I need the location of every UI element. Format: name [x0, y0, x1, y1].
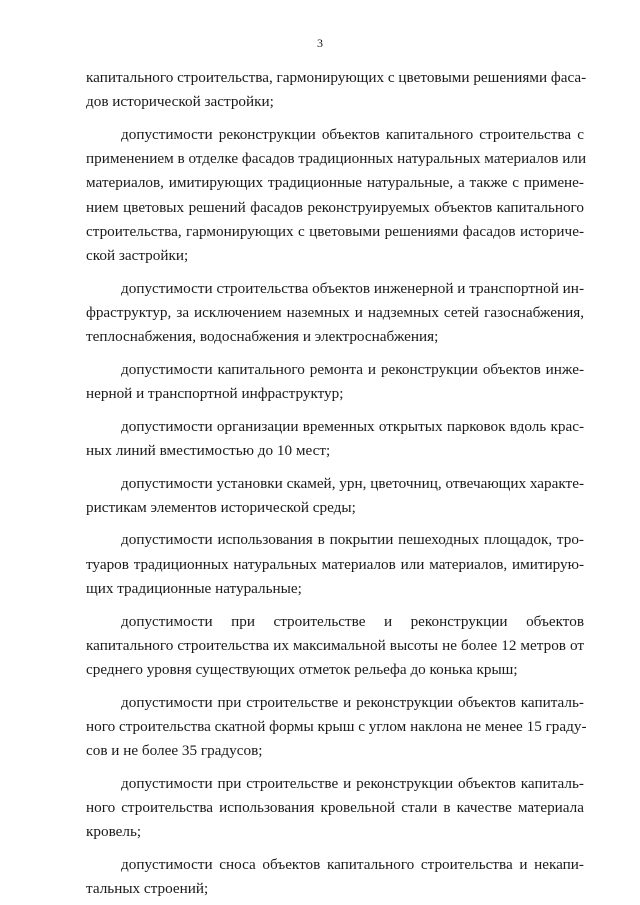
text-line: тальных строений; — [86, 880, 209, 898]
paragraph-street-furniture — [86, 472, 584, 520]
text-line: допустимости строительства объектов инженерной и транспортной ин- — [121, 279, 584, 297]
text-line: применением в отделке фасадов традиционных натуральных материалов или — [86, 150, 587, 168]
text-line: ристикам элементов исторической среды; — [86, 498, 356, 516]
text-line: ного строительства использования кровельной стали в качестве материала — [86, 798, 584, 816]
text-line: допустимости сноса объектов капитального строительства и некапи- — [121, 855, 584, 873]
text-line: материалов, имитирующих традиционные натуральные, а также с примене- — [86, 174, 584, 192]
text-line: строительства, гармонирующих с цветовыми решениями фасадов историче- — [86, 222, 584, 240]
paragraph-pavement — [86, 528, 584, 601]
paragraph-infrastructure-repair — [86, 358, 584, 406]
paragraph-demolition — [86, 853, 584, 901]
text-line: туаров традиционных натуральных материалов или материалов, имитирую- — [86, 555, 584, 573]
text-line: капитального строительства их максимальной высоты не более 12 метров от — [86, 636, 584, 654]
text-line: среднего уровня существующих отметок рельефа до конька крыш; — [86, 660, 518, 678]
text-line: допустимости капитального ремонта и реконструкции объектов инже- — [121, 360, 584, 378]
text-line: теплоснабжения, водоснабжения и электроснабжения; — [86, 328, 439, 346]
paragraph-max-height — [86, 610, 584, 683]
text-line: допустимости при строительстве и реконструкции объектов капиталь- — [121, 693, 584, 711]
paragraph-facade-reconstruction — [86, 123, 587, 268]
text-line: допустимости реконструкции объектов капитального строительства с — [121, 125, 584, 143]
paragraph-parking — [86, 415, 584, 463]
text-line: допустимости использования в покрытии пешеходных площадок, тро- — [121, 531, 584, 549]
text-line: дов исторической застройки; — [86, 93, 274, 111]
paragraph-roof-slope — [86, 691, 587, 764]
text-line: капитального строительства, гармонирующих с цветовыми решениями фаса- — [86, 69, 587, 86]
text-line: ных линий вместимостью до 10 мест; — [86, 441, 331, 459]
text-line: допустимости при строительстве и реконструкции объектов — [121, 612, 584, 630]
document-body — [86, 66, 587, 901]
paragraph-continuation — [86, 66, 587, 114]
text-line: допустимости установки скамей, урн, цветочниц, отвечающих характе- — [121, 474, 584, 492]
text-line: нием цветовых решений фасадов реконструируемых объектов капитального — [86, 198, 584, 216]
text-line: ного строительства скатной формы крыш с углом наклона не менее 15 граду- — [86, 717, 587, 735]
page-number: 3 — [317, 36, 323, 50]
text-line: сов и не более 35 градусов; — [86, 742, 263, 760]
text-line: нерной и транспортной инфраструктур; — [86, 384, 344, 402]
text-line: фраструктур, за исключением наземных и надземных сетей газоснабжения, — [86, 303, 584, 321]
text-line: кровель; — [86, 823, 142, 841]
text-line: ской застройки; — [86, 246, 189, 264]
paragraph-roof-material — [86, 772, 584, 845]
text-line: допустимости организации временных открытых парковок вдоль крас- — [121, 417, 584, 435]
text-line: допустимости при строительстве и реконструкции объектов капиталь- — [121, 774, 584, 792]
text-line: щих традиционные натуральные; — [86, 579, 302, 597]
paragraph-infrastructure-construction — [86, 277, 584, 350]
